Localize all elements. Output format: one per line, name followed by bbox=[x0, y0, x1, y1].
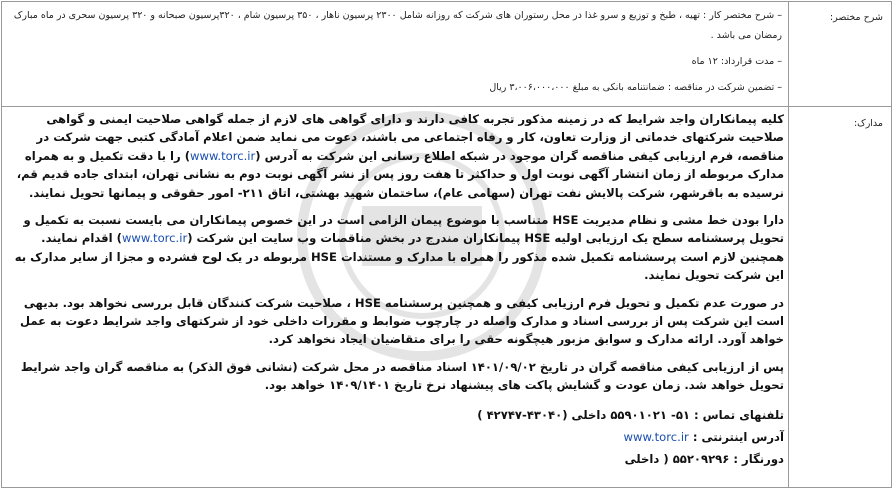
contact-fax: دورنگار : ۵۵۲۰۹۲۹۶ ( داخلی bbox=[624, 451, 784, 466]
paragraph-dates: پس از ارزیابی کیفی مناقصه گران در تاریخ ۱۴۰۱/۰۹/۰۲ اسناد مناقصه در محل شرکت (نشانی فوق الذکر) به مناقصه گران واجد شرایط تحویل خواهد شد. زمان عودت و گشایش پاکت های پیشنهاد نرخ تاریخ ۱۴۰۹/۱۴۰۱ خواهد بود. bbox=[20, 359, 784, 393]
paragraph-hse bbox=[10, 211, 784, 285]
paragraph-invitation-text-b: ) را با دقت تکمیل و به همراه مدارک مربوطه از زمان انتشار آگهی نوبت اول و حداکثر تا هفت روز پس از نشر آگهی نوبت دوم به نشانی تهران، ابتدای جاده قدیم قم، نرسیده به باقرشهر، شرکت پالایش نفت تهران (سهامی عام)، ساختمان شهید بهشتی، اتاق ۲۱۱- امور حقوقی و پیمانها تحویل نمایند. bbox=[16, 148, 784, 200]
contact-phones: تلفنهای تماس : ۵۱- ۵۵۹۰۱۰۲۱ داخلی (۴۳۰۴۰-۴۲۷۴۷ ) bbox=[477, 407, 784, 422]
summary-label: شرح مختصر: bbox=[829, 12, 883, 23]
web-url-link[interactable]: www.torc.ir bbox=[623, 429, 689, 444]
website-link-hse[interactable]: www.torc.ir bbox=[121, 231, 188, 246]
contact-web bbox=[10, 426, 784, 448]
paragraph-hse-text-a: دارا بودن خط مشی و نظام مدیریت HSE متناسب با موضوع پیمان الزامی است در این خصوص پیمانکاران می بایست نسبت به تکمیل و تحویل پرسشنامه سطح یک ارزیابی اولیه HSE پیمانکاران مندرج در بخش مناقصات وب سایت این شرکت ( bbox=[23, 213, 784, 246]
summary-item-guarantee: – تضمین شرکت در مناقصه : ضمانتنامه بانکی به مبلغ ۳،۰۰۶،۰۰۰،۰۰۰ ریال bbox=[489, 82, 782, 93]
paragraph-invitation bbox=[10, 110, 784, 202]
label-column-divider bbox=[788, 2, 789, 487]
website-link[interactable]: www.torc.ir bbox=[190, 148, 256, 163]
summary-section bbox=[10, 6, 782, 98]
summary-item-description: – شرح مختصر کار : تهیه ، طبخ و توزیع و سرو غذا در محل رستوران های شرکت که روزانه شامل ۲۳۰۰ پرسیون ناهار ، ۳۵۰ پرسیون شام ، ۳۲۰پرسیون صبحانه و ۳۲۰ پرسیون سحری در ماه مبارک رمضان می باشد . bbox=[13, 10, 782, 41]
paragraph-conditions: در صورت عدم تکمیل و تحویل فرم ارزیابی کیفی و همچنین پرسشنامه HSE ، صلاحیت شرکت کنندگان قابل بررسی نخواهد بود. بدیهی است این شرکت پس از بررسی اسناد و مدارک واصله در چارچوب ضوابط و مقررات داخلی خود از شرکتهای واجد شرایط دعوت به عمل خواهد آورد. ارائه مدارک و سوابق مزبور هیچگونه حقی را برای متقاضیان ایجاد نخواهد کرد. bbox=[19, 295, 784, 347]
documents-label: مدارک: bbox=[853, 118, 883, 129]
documents-section bbox=[10, 110, 784, 470]
web-label: آدرس اینترنتی : bbox=[692, 429, 784, 444]
document-frame bbox=[1, 1, 892, 488]
paragraph-hse-text-b: ) اقدام نمایند. همچنین لازم است پرسشنامه تکمیل شده مذکور را همراه با مدارک و مستندات HSE مربوطه در یک لوح فشرده و مجزا از سایر مدارک به این شرکت تحویل نمایند. bbox=[14, 231, 784, 283]
paragraph-invitation-text-a: کلیه پیمانکاران واجد شرایط که در زمینه مذکور تجربه کافی دارند و دارای گواهی های لازم از جمله گواهی صلاحیت ایمنی و گواهی صلاحیت شرکتهای خدماتی از وزارت تعاون، کار و رفاه اجتماعی می باشند، دعوت می نماید ضمن اعلام آمادگی کتبی جهت شرکت در مناقصه، فرم ارزیابی کیفی مناقصه گران موجود در شبکه اطلاع رسانی این شرکت به آدرس ( bbox=[36, 112, 784, 163]
summary-item-duration: – مدت قرارداد: ۱۲ ماه bbox=[691, 56, 782, 67]
